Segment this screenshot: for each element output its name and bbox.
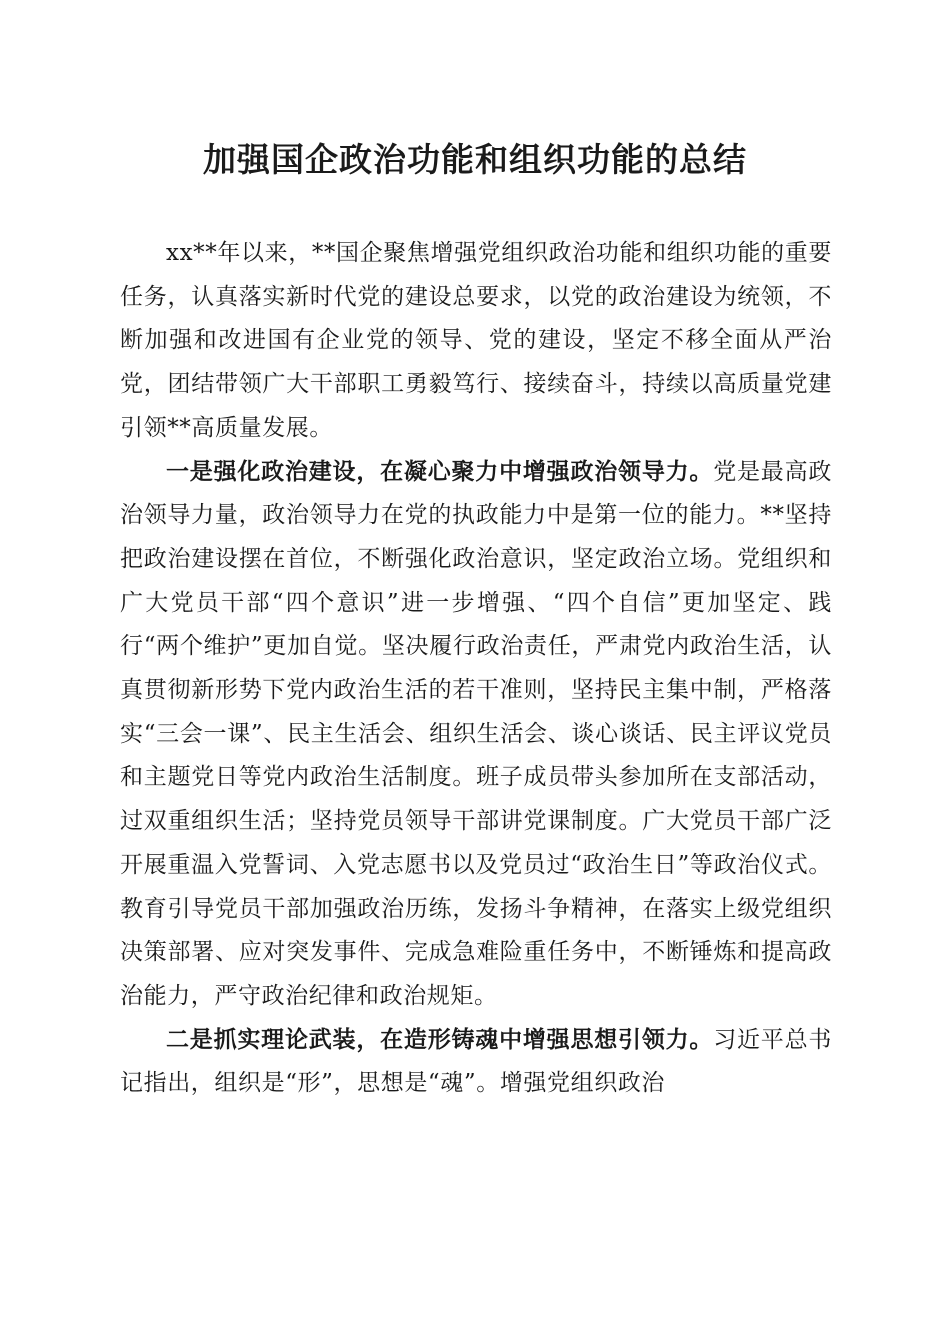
paragraph-lead: 二是抓实理论武装，在造形铸魂中增强思想引领力。: [166, 1026, 714, 1053]
paragraph-political-construction: [120, 451, 832, 1019]
paragraph-text: 习近平总书记指出，组织是“形”，思想是“魂”。增强党组织政治: [120, 1026, 832, 1097]
paragraph-lead: 一是强化政治建设，在凝心聚力中增强政治领导力。: [166, 458, 714, 485]
document-body: [120, 232, 832, 1106]
paragraph-intro: [120, 232, 832, 451]
paragraph-text: xx**年以来，**国企聚焦增强党组织政治功能和组织功能的重要任务，认真落实新时代党的建设总要求，以党的政治建设为统领，不断加强和改进国有企业党的领导、党的建设，坚定不移全面从严治党，团结带领广大干部职工勇毅笃行、接续奋斗，持续以高质量党建引领**高质量发展。: [120, 240, 832, 441]
paragraph-theoretical-armament: [120, 1019, 832, 1106]
paragraph-text: 党是最高政治领导力量，政治领导力在党的执政能力中是第一位的能力。**坚持把政治建设摆在首位，不断强化政治意识，坚定政治立场。党组织和广大党员干部“四个意识”进一步增强、“四个自信”更加坚定、践行“两个维护”更加自觉。坚决履行政治责任，严肃党内政治生活，认真贯彻新形势下党内政治生活的若干准则，坚持民主集中制，严格落实“三会一课”、民主生活会、组织生活会、谈心谈话、民主评议党员和主题党日等党内政治生活制度。班子成员带头参加所在支部活动，过双重组织生活；坚持党员领导干部讲党课制度。广大党员干部广泛开展重温入党誓词、入党志愿书以及党员过“政治生日”等政治仪式。教育引导党员干部加强政治历练，发扬斗争精神，在落实上级党组织决策部署、应对突发事件、完成急难险重任务中，不断锤炼和提高政治能力，严守政治纪律和政治规矩。: [120, 458, 832, 1009]
document-title: 加强国企政治功能和组织功能的总结: [203, 140, 747, 179]
